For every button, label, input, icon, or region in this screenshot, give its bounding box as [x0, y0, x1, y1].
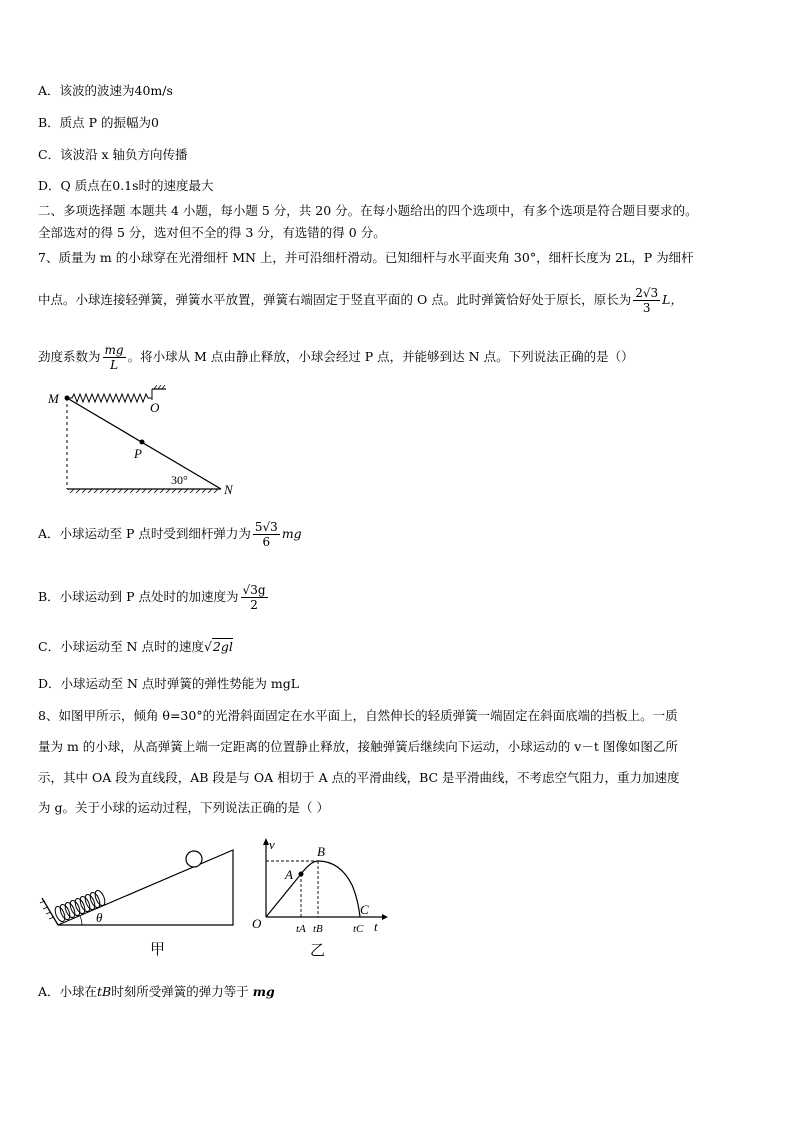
- q7-line2-text: 中点。小球连接轻弹簧，弹簧水平放置，弹簧右端固定于竖直平面的 O 点。此时弹簧恰好处于原长，原长为: [38, 292, 632, 307]
- q7-point-p: [140, 440, 145, 445]
- q8-label-tb: tB: [313, 923, 323, 935]
- q7-figure: [40, 385, 250, 500]
- section2-heading-line1: 二、多项选择题 本题共 4 小题，每小题 5 分，共 20 分。在每小题给出的四个选项中，有多个选项是符合题目要求的。: [38, 203, 698, 218]
- q8-option-a-time: tB: [97, 984, 112, 999]
- q8-label-b: B: [317, 844, 325, 859]
- q8-caption-yi: 乙: [310, 943, 326, 959]
- q8-option-a-mid: 时刻所受弹簧的弹力等于: [111, 984, 249, 999]
- q8-label-o: O: [252, 916, 262, 931]
- q8-label-tc: tC: [353, 923, 364, 935]
- q8-label-c: C: [360, 902, 369, 917]
- q7-option-c-sqrt: 2gl: [212, 639, 233, 654]
- q8-stem-line3: 示，其中 OA 段为直线段，AB 段是与 OA 相切于 A 点的平滑曲线，BC 是平滑曲线，不考虑空气阻力，重力加速度: [38, 770, 680, 785]
- q8-option-a-end: mg: [252, 984, 275, 999]
- q8-curve-abc: [301, 861, 360, 917]
- q8-stem-line2: 量为 m 的小球，从高弹簧上端一定距离的位置静止释放，接触弹簧后继续向下运动，小球运动的 v－t 图像如图乙所: [38, 739, 678, 754]
- q8-label-a: A: [285, 867, 293, 882]
- q7-option-a: [38, 520, 302, 549]
- q8-figure-jia: [38, 840, 238, 965]
- q7-stem-line3: [38, 343, 634, 372]
- q8-label-theta: θ: [96, 910, 103, 925]
- q7-option-c: C．小球运动至 N 点时的速度√2gl: [38, 639, 233, 654]
- q7-label-angle: 30°: [171, 473, 188, 487]
- q7-label-o: O: [150, 400, 160, 415]
- q6-option-d: D．Q 质点在0.1s时的速度最大: [38, 178, 214, 193]
- q8-option-a: [38, 983, 275, 1001]
- q7-option-b-fraction: $\frac{√3g}{2}$: [242, 583, 266, 612]
- q6-option-b: B．质点 P 的振幅为0: [38, 115, 159, 130]
- q7-spring: [67, 394, 152, 402]
- q8-stem-line4: 为 g。关于小球的运动过程，下列说法正确的是（ ）: [38, 800, 329, 815]
- q7-label-n: N: [224, 482, 233, 497]
- q7-option-c-text: C．小球运动至 N 点时的速度: [38, 639, 204, 654]
- q7-option-b-text: B．小球运动到 P 点处时的加速度为: [38, 589, 239, 604]
- q7-option-b: [38, 583, 270, 612]
- q8-label-v: v: [269, 837, 275, 852]
- q8-option-a-text: A．小球在: [38, 984, 98, 999]
- q8-angle-arc: [80, 916, 82, 925]
- q8-figure-yi: [250, 835, 390, 965]
- q7-line2-end: L，: [662, 292, 683, 307]
- q6-option-a: A．该波的波速为40m/s: [38, 83, 173, 98]
- q8-label-t: t: [374, 919, 378, 934]
- q7-option-d: D．小球运动至 N 点时弹簧的弹性势能为 mgL: [38, 676, 300, 691]
- q7-label-p: P: [134, 446, 142, 461]
- q7-label-m: M: [48, 391, 59, 406]
- q7-length-fraction: $\frac{2√3}{3}$: [635, 286, 659, 315]
- q7-line3-end: 。将小球从 M 点由静止释放，小球会经过 P 点，并能够到达 N 点。下列说法正确的是（）: [127, 349, 634, 364]
- q8-incline: [58, 850, 233, 925]
- q8-segment-oa: [266, 874, 301, 917]
- q8-stem-line1: 8、如图甲所示，倾角 θ=30°的光滑斜面固定在水平面上，自然伸长的轻质弹簧一端固定在斜面底端的挡板上。一质: [38, 708, 678, 723]
- q7-option-a-text: A．小球运动至 P 点时受到细杆弹力为: [38, 526, 251, 541]
- q7-ball-m: [65, 396, 70, 401]
- q7-option-a-fraction: $\frac{5√3}{6}$: [254, 520, 278, 549]
- section2-heading-line2: 全部选对的得 5 分，选对但不全的得 3 分，有选错的得 0 分。: [38, 225, 386, 240]
- q7-stem-line2: [38, 286, 683, 315]
- q7-stiffness-fraction: $\frac{mg}{L}$: [104, 343, 124, 372]
- q7-stem-line1: 7、质量为 m 的小球穿在光滑细杆 MN 上，并可沿细杆滑动。已知细杆与水平面夹角 30°，细杆长度为 2L，P 为细杆: [38, 250, 694, 265]
- q8-caption-jia: 甲: [150, 942, 166, 958]
- q7-option-a-end: mg: [281, 526, 302, 541]
- q8-ball: [186, 851, 202, 867]
- q8-label-ta: tA: [296, 923, 306, 935]
- q7-line3-text: 劲度系数为: [38, 349, 101, 364]
- q6-option-c: C．该波沿 x 轴负方向传播: [38, 147, 188, 162]
